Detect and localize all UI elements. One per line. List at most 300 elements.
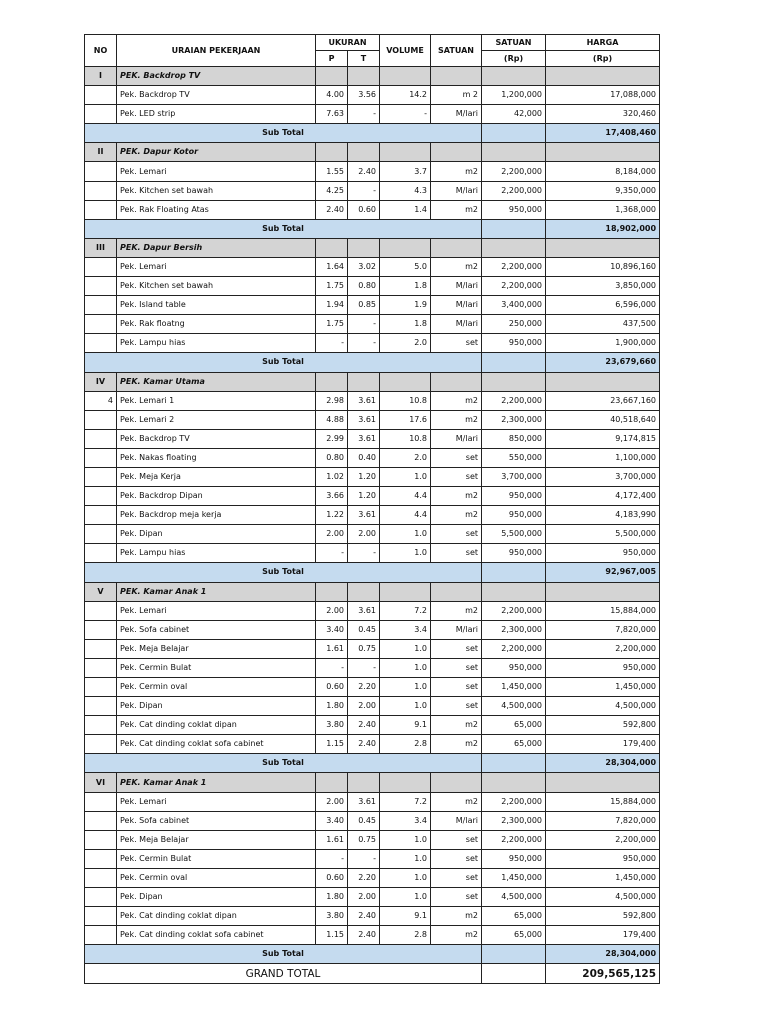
section-blank-cell xyxy=(546,372,660,391)
item-volume: 14.2 xyxy=(380,86,431,105)
item-description: Pek. Lemari 1 xyxy=(117,391,316,410)
item-unit-price: 850,000 xyxy=(482,429,546,448)
item-t: 2.00 xyxy=(348,888,380,907)
section-number: IV xyxy=(85,372,117,391)
item-p: 1.75 xyxy=(316,315,348,334)
item-description: Pek. Sofa cabinet xyxy=(117,620,316,639)
subtotal-spacer xyxy=(482,219,546,238)
item-unit-price: 2,200,000 xyxy=(482,639,546,658)
item-description: Pek. LED strip xyxy=(117,105,316,124)
section-blank-cell xyxy=(348,143,380,162)
item-unit: M/lari xyxy=(431,105,482,124)
section-title: PEK. Backdrop TV xyxy=(117,67,316,86)
item-t: 0.40 xyxy=(348,448,380,467)
item-p: 2.40 xyxy=(316,200,348,219)
item-volume: 1.0 xyxy=(380,658,431,677)
table-row xyxy=(85,467,660,486)
item-unit: set xyxy=(431,678,482,697)
item-no xyxy=(85,86,117,105)
item-unit: set xyxy=(431,830,482,849)
section-blank-cell xyxy=(348,238,380,257)
item-volume: 3.4 xyxy=(380,811,431,830)
section-blank-cell xyxy=(316,143,348,162)
item-volume: 3.7 xyxy=(380,162,431,181)
item-volume: 1.0 xyxy=(380,525,431,544)
item-unit-price: 950,000 xyxy=(482,658,546,677)
item-t: 1.20 xyxy=(348,467,380,486)
table-row xyxy=(85,506,660,525)
item-unit: set xyxy=(431,525,482,544)
section-header-row xyxy=(85,372,660,391)
item-description: Pek. Dipan xyxy=(117,525,316,544)
item-volume: 5.0 xyxy=(380,257,431,276)
item-unit-price: 65,000 xyxy=(482,926,546,945)
item-p: 1.22 xyxy=(316,506,348,525)
item-no xyxy=(85,926,117,945)
item-unit: set xyxy=(431,639,482,658)
item-unit: m2 xyxy=(431,926,482,945)
item-t: 0.45 xyxy=(348,811,380,830)
section-blank-cell xyxy=(316,582,348,601)
section-blank-cell xyxy=(380,143,431,162)
col-header-t: T xyxy=(348,51,380,67)
section-blank-cell xyxy=(348,372,380,391)
item-volume: 1.4 xyxy=(380,200,431,219)
item-description: Pek. Dipan xyxy=(117,697,316,716)
table-row xyxy=(85,697,660,716)
item-total: 4,500,000 xyxy=(546,697,660,716)
item-p: 0.60 xyxy=(316,678,348,697)
section-number: V xyxy=(85,582,117,601)
subtotal-label: Sub Total xyxy=(85,124,482,143)
item-no xyxy=(85,410,117,429)
item-t: 2.00 xyxy=(348,525,380,544)
table-row xyxy=(85,410,660,429)
col-header-uraian: URAIAN PEKERJAAN xyxy=(117,35,316,67)
subtotal-spacer xyxy=(482,945,546,964)
table-row xyxy=(85,162,660,181)
section-blank-cell xyxy=(482,67,546,86)
item-total: 3,850,000 xyxy=(546,277,660,296)
item-unit: m2 xyxy=(431,391,482,410)
item-description: Pek. Cermin oval xyxy=(117,678,316,697)
item-t: 2.20 xyxy=(348,678,380,697)
item-t: 0.85 xyxy=(348,296,380,315)
section-blank-cell xyxy=(316,238,348,257)
item-unit-price: 950,000 xyxy=(482,334,546,353)
item-no xyxy=(85,849,117,868)
item-volume: 4.3 xyxy=(380,181,431,200)
item-unit-price: 950,000 xyxy=(482,544,546,563)
item-description: Pek. Dipan xyxy=(117,888,316,907)
item-description: Pek. Cermin Bulat xyxy=(117,658,316,677)
section-blank-cell xyxy=(380,238,431,257)
item-t: - xyxy=(348,658,380,677)
item-t: 3.61 xyxy=(348,792,380,811)
item-total: 4,172,400 xyxy=(546,487,660,506)
item-t: 2.40 xyxy=(348,926,380,945)
item-unit-price: 65,000 xyxy=(482,716,546,735)
item-unit-price: 5,500,000 xyxy=(482,525,546,544)
item-total: 1,450,000 xyxy=(546,678,660,697)
item-total: 1,368,000 xyxy=(546,200,660,219)
item-total: 2,200,000 xyxy=(546,639,660,658)
section-blank-cell xyxy=(482,143,546,162)
item-p: 0.80 xyxy=(316,448,348,467)
item-t: 1.20 xyxy=(348,487,380,506)
item-volume: 1.0 xyxy=(380,697,431,716)
item-unit: M/lari xyxy=(431,429,482,448)
col-header-harga: HARGA xyxy=(546,35,660,51)
item-p: 1.61 xyxy=(316,639,348,658)
cost-table xyxy=(84,34,660,984)
item-description: Pek. Cermin Bulat xyxy=(117,849,316,868)
table-row xyxy=(85,391,660,410)
col-header-harga-satuan-unit: (Rp) xyxy=(482,51,546,67)
item-p: 4.25 xyxy=(316,181,348,200)
item-t: 3.61 xyxy=(348,601,380,620)
table-row xyxy=(85,257,660,276)
table-row xyxy=(85,525,660,544)
col-header-harga-satuan: SATUAN xyxy=(482,35,546,51)
item-unit-price: 1,450,000 xyxy=(482,868,546,887)
subtotal-value: 92,967,005 xyxy=(546,563,660,582)
table-row xyxy=(85,200,660,219)
item-description: Pek. Cat dinding coklat dipan xyxy=(117,716,316,735)
item-p: 2.00 xyxy=(316,601,348,620)
item-total: 40,518,640 xyxy=(546,410,660,429)
grand-total-value: 209,565,125 xyxy=(546,964,660,984)
subtotal-row xyxy=(85,945,660,964)
item-p: - xyxy=(316,849,348,868)
item-unit: set xyxy=(431,697,482,716)
section-blank-cell xyxy=(546,238,660,257)
item-unit-price: 950,000 xyxy=(482,487,546,506)
item-unit: set xyxy=(431,868,482,887)
item-total: 3,700,000 xyxy=(546,467,660,486)
item-total: 4,500,000 xyxy=(546,888,660,907)
subtotal-spacer xyxy=(482,754,546,773)
item-t: 2.20 xyxy=(348,868,380,887)
subtotal-value: 28,304,000 xyxy=(546,945,660,964)
item-total: 2,200,000 xyxy=(546,830,660,849)
col-header-no: NO xyxy=(85,35,117,67)
item-unit-price: 65,000 xyxy=(482,907,546,926)
item-volume: 1.0 xyxy=(380,849,431,868)
subtotal-value: 18,902,000 xyxy=(546,219,660,238)
item-volume: - xyxy=(380,105,431,124)
item-t: 3.02 xyxy=(348,257,380,276)
item-total: 6,596,000 xyxy=(546,296,660,315)
section-title: PEK. Dapur Bersih xyxy=(117,238,316,257)
item-unit-price: 2,200,000 xyxy=(482,391,546,410)
section-title: PEK. Kamar Anak 1 xyxy=(117,582,316,601)
section-blank-cell xyxy=(546,67,660,86)
table-row xyxy=(85,277,660,296)
item-total: 1,100,000 xyxy=(546,448,660,467)
item-unit-price: 3,400,000 xyxy=(482,296,546,315)
item-t: 3.61 xyxy=(348,410,380,429)
item-unit-price: 950,000 xyxy=(482,200,546,219)
item-p: 1.02 xyxy=(316,467,348,486)
item-no xyxy=(85,678,117,697)
item-description: Pek. Meja Kerja xyxy=(117,467,316,486)
item-no xyxy=(85,811,117,830)
subtotal-spacer xyxy=(482,563,546,582)
item-total: 950,000 xyxy=(546,849,660,868)
item-description: Pek. Meja Belajar xyxy=(117,639,316,658)
item-unit-price: 2,200,000 xyxy=(482,792,546,811)
item-volume: 9.1 xyxy=(380,907,431,926)
item-unit-price: 2,200,000 xyxy=(482,277,546,296)
subtotal-label: Sub Total xyxy=(85,754,482,773)
item-unit-price: 2,200,000 xyxy=(482,830,546,849)
item-p: 1.80 xyxy=(316,697,348,716)
item-t: 0.45 xyxy=(348,620,380,639)
grand-total-label: GRAND TOTAL xyxy=(85,964,482,984)
item-total: 23,667,160 xyxy=(546,391,660,410)
item-unit: set xyxy=(431,658,482,677)
item-no xyxy=(85,830,117,849)
item-total: 592,800 xyxy=(546,907,660,926)
section-blank-cell xyxy=(482,582,546,601)
item-no xyxy=(85,200,117,219)
subtotal-row xyxy=(85,124,660,143)
item-volume: 1.9 xyxy=(380,296,431,315)
item-unit: set xyxy=(431,888,482,907)
item-volume: 1.0 xyxy=(380,639,431,658)
subtotal-label: Sub Total xyxy=(85,353,482,372)
subtotal-row xyxy=(85,754,660,773)
item-volume: 10.8 xyxy=(380,391,431,410)
item-description: Pek. Meja Belajar xyxy=(117,830,316,849)
item-unit-price: 4,500,000 xyxy=(482,888,546,907)
section-header-row xyxy=(85,67,660,86)
section-blank-cell xyxy=(431,582,482,601)
item-unit-price: 2,200,000 xyxy=(482,162,546,181)
item-volume: 1.8 xyxy=(380,315,431,334)
section-blank-cell xyxy=(431,372,482,391)
item-unit: m2 xyxy=(431,792,482,811)
item-total: 1,450,000 xyxy=(546,868,660,887)
item-p: 2.98 xyxy=(316,391,348,410)
col-header-harga-unit: (Rp) xyxy=(546,51,660,67)
item-total: 179,400 xyxy=(546,735,660,754)
item-no xyxy=(85,888,117,907)
item-t: - xyxy=(348,544,380,563)
item-volume: 1.0 xyxy=(380,678,431,697)
item-t: 0.75 xyxy=(348,639,380,658)
item-no xyxy=(85,506,117,525)
table-body xyxy=(85,67,660,964)
item-description: Pek. Lemari xyxy=(117,162,316,181)
item-unit-price: 3,700,000 xyxy=(482,467,546,486)
item-t: 0.75 xyxy=(348,830,380,849)
section-header-row xyxy=(85,238,660,257)
item-p: 1.15 xyxy=(316,735,348,754)
item-description: Pek. Rak Floating Atas xyxy=(117,200,316,219)
section-blank-cell xyxy=(316,773,348,792)
item-no xyxy=(85,601,117,620)
subtotal-label: Sub Total xyxy=(85,563,482,582)
item-t: 3.56 xyxy=(348,86,380,105)
item-p: 2.99 xyxy=(316,429,348,448)
item-p: - xyxy=(316,334,348,353)
item-volume: 1.0 xyxy=(380,888,431,907)
item-no xyxy=(85,525,117,544)
item-volume: 7.2 xyxy=(380,601,431,620)
section-number: VI xyxy=(85,773,117,792)
item-unit: M/lari xyxy=(431,315,482,334)
section-blank-cell xyxy=(380,372,431,391)
item-unit-price: 42,000 xyxy=(482,105,546,124)
col-header-volume: VOLUME xyxy=(380,35,431,67)
table-row xyxy=(85,487,660,506)
section-number: II xyxy=(85,143,117,162)
item-total: 1,900,000 xyxy=(546,334,660,353)
item-description: Pek. Rak floatng xyxy=(117,315,316,334)
item-unit: m2 xyxy=(431,257,482,276)
item-description: Pek. Backdrop meja kerja xyxy=(117,506,316,525)
item-volume: 3.4 xyxy=(380,620,431,639)
item-unit: m2 xyxy=(431,410,482,429)
item-total: 950,000 xyxy=(546,658,660,677)
item-no xyxy=(85,334,117,353)
item-unit: m2 xyxy=(431,716,482,735)
table-row xyxy=(85,735,660,754)
section-blank-cell xyxy=(431,773,482,792)
item-p: - xyxy=(316,544,348,563)
item-volume: 1.0 xyxy=(380,868,431,887)
table-row xyxy=(85,868,660,887)
item-description: Pek. Nakas floating xyxy=(117,448,316,467)
rab-sheet xyxy=(84,34,660,984)
item-volume: 1.0 xyxy=(380,544,431,563)
item-no xyxy=(85,162,117,181)
table-row xyxy=(85,105,660,124)
item-t: 3.61 xyxy=(348,506,380,525)
item-unit-price: 2,200,000 xyxy=(482,257,546,276)
item-volume: 1.0 xyxy=(380,467,431,486)
item-volume: 1.0 xyxy=(380,830,431,849)
item-description: Pek. Kitchen set bawah xyxy=(117,277,316,296)
item-total: 179,400 xyxy=(546,926,660,945)
subtotal-label: Sub Total xyxy=(85,945,482,964)
item-no: 4 xyxy=(85,391,117,410)
section-blank-cell xyxy=(431,143,482,162)
table-row xyxy=(85,658,660,677)
section-title: PEK. Kamar Utama xyxy=(117,372,316,391)
item-p: 1.15 xyxy=(316,926,348,945)
section-blank-cell xyxy=(546,143,660,162)
item-unit-price: 65,000 xyxy=(482,735,546,754)
item-p: 3.80 xyxy=(316,907,348,926)
table-row xyxy=(85,926,660,945)
item-t: - xyxy=(348,334,380,353)
item-total: 17,088,000 xyxy=(546,86,660,105)
item-unit: M/lari xyxy=(431,296,482,315)
item-t: 2.40 xyxy=(348,907,380,926)
item-t: 3.61 xyxy=(348,429,380,448)
grand-total-spacer xyxy=(482,964,546,984)
item-no xyxy=(85,296,117,315)
item-p: 7.63 xyxy=(316,105,348,124)
item-volume: 17.6 xyxy=(380,410,431,429)
item-unit: m2 xyxy=(431,601,482,620)
item-volume: 4.4 xyxy=(380,487,431,506)
item-no xyxy=(85,181,117,200)
table-row xyxy=(85,315,660,334)
item-unit-price: 250,000 xyxy=(482,315,546,334)
item-no xyxy=(85,315,117,334)
item-p: 1.94 xyxy=(316,296,348,315)
item-no xyxy=(85,868,117,887)
table-row xyxy=(85,811,660,830)
table-row xyxy=(85,620,660,639)
item-description: Pek. Lemari xyxy=(117,601,316,620)
item-description: Pek. Cat dinding coklat dipan xyxy=(117,907,316,926)
item-no xyxy=(85,639,117,658)
item-p: 0.60 xyxy=(316,868,348,887)
table-row xyxy=(85,544,660,563)
section-blank-cell xyxy=(431,238,482,257)
table-row xyxy=(85,678,660,697)
section-blank-cell xyxy=(431,67,482,86)
item-volume: 2.0 xyxy=(380,448,431,467)
item-description: Pek. Kitchen set bawah xyxy=(117,181,316,200)
item-p: 4.00 xyxy=(316,86,348,105)
item-unit-price: 2,300,000 xyxy=(482,410,546,429)
table-row xyxy=(85,907,660,926)
item-unit-price: 2,300,000 xyxy=(482,811,546,830)
section-blank-cell xyxy=(380,67,431,86)
item-t: - xyxy=(348,105,380,124)
item-p: 1.61 xyxy=(316,830,348,849)
subtotal-value: 17,408,460 xyxy=(546,124,660,143)
item-no xyxy=(85,658,117,677)
section-blank-cell xyxy=(482,238,546,257)
table-row xyxy=(85,448,660,467)
item-unit-price: 950,000 xyxy=(482,506,546,525)
table-row xyxy=(85,792,660,811)
section-blank-cell xyxy=(546,773,660,792)
item-no xyxy=(85,467,117,486)
section-blank-cell xyxy=(348,582,380,601)
item-total: 320,460 xyxy=(546,105,660,124)
item-total: 437,500 xyxy=(546,315,660,334)
table-row xyxy=(85,181,660,200)
item-total: 9,350,000 xyxy=(546,181,660,200)
item-description: Pek. Lampu hias xyxy=(117,544,316,563)
table-row xyxy=(85,334,660,353)
item-p: 3.66 xyxy=(316,487,348,506)
item-unit: m2 xyxy=(431,506,482,525)
section-header-row xyxy=(85,773,660,792)
subtotal-spacer xyxy=(482,124,546,143)
item-no xyxy=(85,716,117,735)
item-p: 1.55 xyxy=(316,162,348,181)
item-volume: 4.4 xyxy=(380,506,431,525)
item-total: 4,183,990 xyxy=(546,506,660,525)
item-unit: m2 xyxy=(431,907,482,926)
item-volume: 2.8 xyxy=(380,735,431,754)
item-description: Pek. Lemari 2 xyxy=(117,410,316,429)
item-p: 1.80 xyxy=(316,888,348,907)
item-unit-price: 550,000 xyxy=(482,448,546,467)
item-unit: M/lari xyxy=(431,811,482,830)
item-unit-price: 1,450,000 xyxy=(482,678,546,697)
item-no xyxy=(85,792,117,811)
